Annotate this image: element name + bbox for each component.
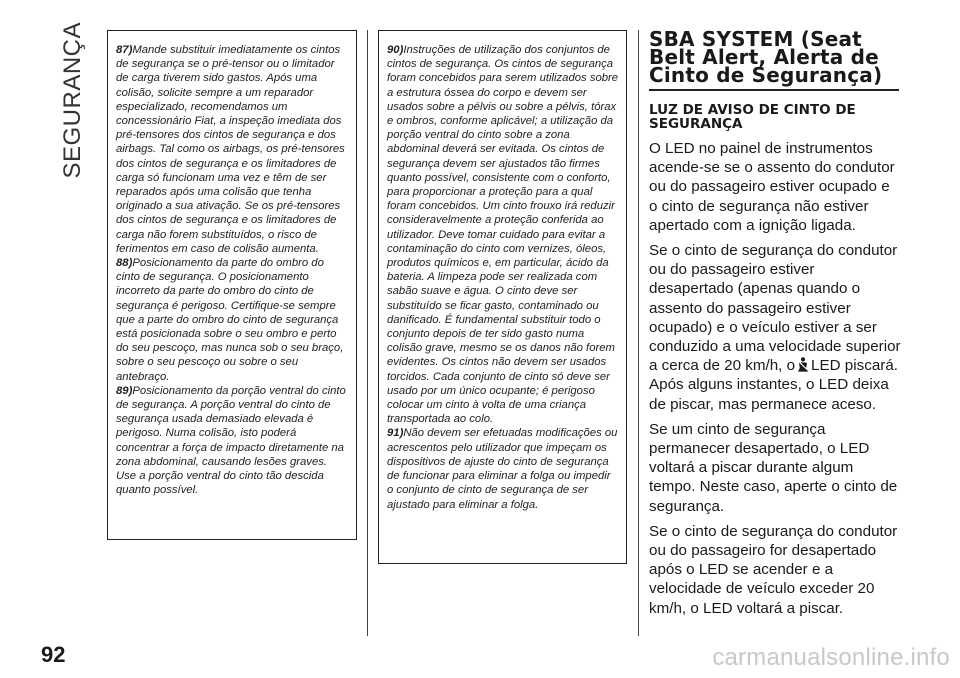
chapter-label-text: SEGURANÇA	[59, 22, 86, 179]
note-number: 88)	[116, 257, 133, 270]
paragraph-2	[649, 241, 901, 414]
note-number: 91)	[387, 427, 404, 440]
note-text: Posicionamento da porção ventral do cinto de segurança. A porção ventral do cinto de segurança usada demasiado elevada é perigoso. Numa colisão, isto poderá concentrar a força de impacto diretamente na zona abdominal, causando lesões graves. Use a porção ventral do cinto tão descida quanto possível.	[116, 384, 346, 497]
note-text: Instruções de utilização dos conjuntos de cintos de segurança. Os cintos de segurança foram concebidos para serem utilizados sobre a estrutura óssea do corpo e devem ser usados sobre a pélvis ou sobre a pélvis, tórax e ombros, conforme aplicável; a utilização da porção ventral do cinto sobre a zona abdominal deverá ser evitada. Os cintos de segurança devem ser ajustados tão firmes quanto possível, consistente com o conforto, para proporcionar a proteção para a qual foram concebidos. Um cinto frouxo irá reduzir consideravelmente a proteção conferida ao utilizador. Deve tomar cuidado para evitar a contaminação do cinto com vernizes, óleos, produtos químicos e, em particular, ácido da bateria. A limpeza pode ser realizada com sabão suave e água. O cinto deve ser substituído se ficar gasto, contaminado ou danificado. É fundamental substituir todo o conjunto depois de ter sido gasto numa colisão grave, mesmo se os danos não forem evidentes. Os cintos não devem ser usados torcidos. Cada conjunto de cinto só deve ser usado por um único ocupante; é perigoso colocar um cinto à volta de uma criança transportada ao colo.	[387, 44, 619, 426]
watermark: carmanualsonline.info	[712, 644, 950, 671]
note-text: Não devem ser efetuadas modificações ou acrescentos pelo utilizador que impeçam os dispositivos de ajuste do cinto de segurança de funcionar para eliminar a folga ou impedir o conjunto de cinto de segurança de ser ajustado para eliminar a folga.	[387, 427, 618, 511]
seat-belt-warning-icon	[796, 357, 810, 372]
notes-box-left	[107, 30, 357, 540]
paragraph-1: O LED no painel de instrumentos acende-se se o assento do condutor ou do passageiro estiver ocupado e o cinto de segurança não estiver apertado com a ignição ligada.	[649, 140, 895, 234]
note-87	[116, 43, 349, 256]
sba-section	[649, 27, 901, 624]
note-number: 89)	[116, 384, 133, 397]
section-title: SBA SYSTEM (Seat Belt Alert, Alerta de Cinto de Segurança)	[649, 27, 883, 87]
note-91	[387, 426, 619, 511]
notes-box-middle	[378, 30, 627, 564]
title-underline	[649, 89, 899, 91]
column-divider	[367, 30, 368, 636]
note-90	[387, 43, 619, 426]
paragraph-3: Se um cinto de segurança permanecer desapertado, o LED voltará a piscar durante algum tempo. Neste caso, aperte o cinto de segurança.	[649, 420, 898, 515]
note-88	[116, 256, 349, 384]
note-number: 87)	[116, 44, 133, 56]
section-subtitle: LUZ DE AVISO DE CINTO DE SEGURANÇA	[649, 102, 856, 132]
paragraph-2-start: Se o cinto de segurança do condutor ou do passageiro estiver desapertado (apenas quando o assento do passageiro estiver ocupado) e o veículo estiver a ser conduzido a uma velocidade superior a cerca de 20 km/h, o	[649, 242, 901, 375]
column-divider	[638, 30, 639, 636]
paragraph-2-end: LED piscará. Após alguns instantes, o LED deixa de piscar, mas permanece aceso.	[649, 357, 898, 413]
note-text: Mande substituir imediatamente os cintos de segurança se o pré-tensor ou o limitador de carga tiverem sido gastos. Após uma colisão, solicite sempre a um reparador especializado, recomendamos um concessionário Fiat, a inspeção imediata dos pré-tensores dos cintos de segurança e dos airbags. Tal como os airbags, os pré-tensores dos cintos de segurança e os limitadores de carga só funcionam uma vez e têm de ser reparados após uma colisão que tenha originado a sua ativação. Se os pré-tensores dos cintos de segurança e os limitadores de carga não forem substituídos, o risco de ferimentos em caso de colisão aumenta.	[116, 44, 345, 255]
paragraph-4: Se o cinto de segurança do condutor ou do passageiro for desapertado após o LED se acender e a velocidade de veículo exceder 20 km/h, o LED voltará a piscar.	[649, 522, 898, 617]
chapter-side-label	[58, 22, 88, 222]
page-number: 92	[41, 642, 66, 667]
note-number: 90)	[387, 44, 404, 56]
note-text: Posicionamento da parte do ombro do cinto de segurança. O posicionamento incorreto da parte do ombro do cinto de segurança é perigoso. Certifique-se sempre que a parte do ombro do cinto de segurança está posicionada sobre o seu ombro e perto do seu pescoço, mas nunca sob o seu braço, sobre o seu pescoço ou sobre o seu antebraço.	[116, 257, 344, 383]
note-89	[116, 384, 349, 498]
